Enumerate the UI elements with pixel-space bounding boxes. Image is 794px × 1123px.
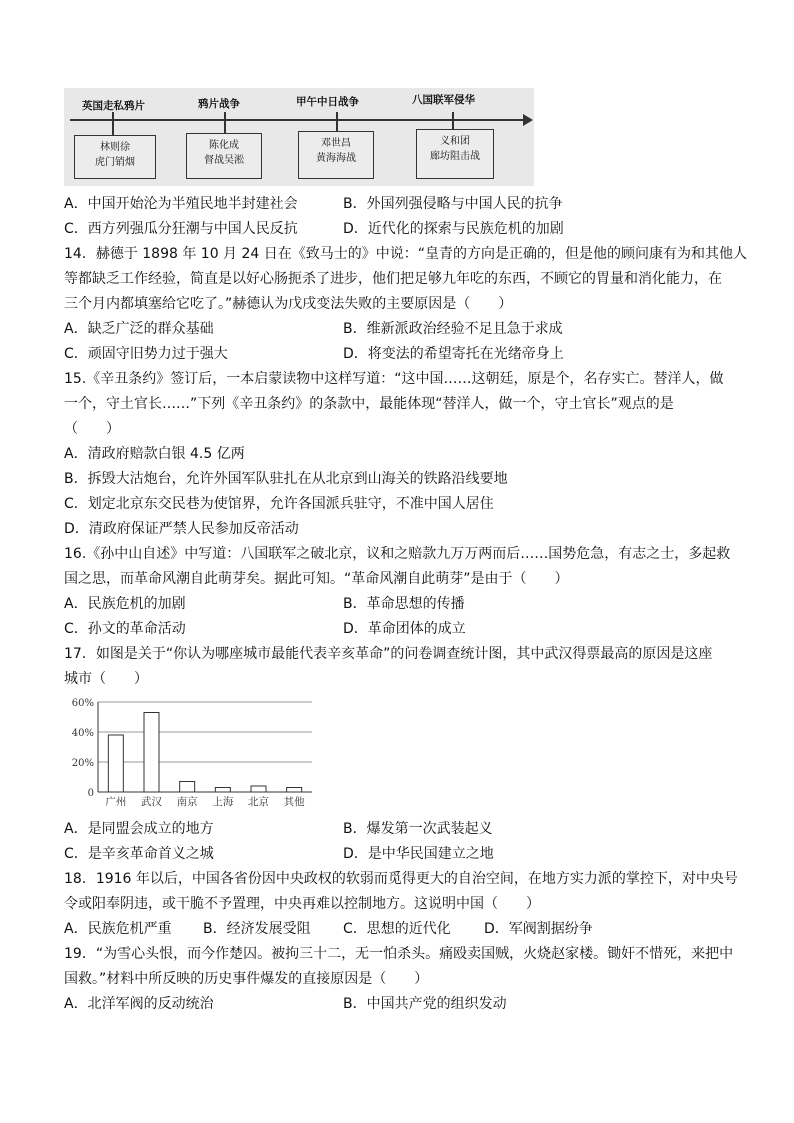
- bar: [287, 788, 302, 793]
- y-tick-label: 20%: [71, 758, 94, 769]
- q18-option-a: A．民族危机严重: [64, 921, 172, 937]
- bar: [215, 788, 230, 793]
- timeline-event-label: 甲午中日战争: [296, 96, 359, 108]
- q15-stem-line: 15.《辛丑条约》签订后，一本启蒙读物中这样写道：“这中国……这朝廷，原是个，名存实亡。替洋人，做: [64, 371, 724, 387]
- timeline-event-box: [74, 135, 156, 179]
- timeline-box-line: 义和团: [440, 136, 470, 147]
- timeline-event-label: 英国走私鸦片: [82, 100, 145, 112]
- x-tick-label: 南京: [176, 796, 198, 808]
- q18-stem-line: 令或阳奉阴违，或干脆不予置理，中央再难以控制地方。这说明中国（ ）: [64, 896, 540, 912]
- timeline-box-line: 督战吴淞: [204, 155, 244, 166]
- q16-option-b: B．革命思想的传播: [343, 596, 465, 612]
- timeline-axis: [70, 119, 528, 121]
- timeline-box-line: 廊坊阻击战: [430, 151, 480, 162]
- q17-option-a: A．是同盟会成立的地方: [64, 821, 214, 837]
- q17-stem-line: 17．如图是关于“你认为哪座城市最能代表辛亥革命”的问卷调查统计图，其中武汉得票最高的原因是这座: [64, 646, 713, 662]
- y-tick-label: 40%: [71, 728, 94, 739]
- survey-bar-chart: [64, 694, 320, 812]
- q17-option-d: D．是中华民国建立之地: [343, 846, 494, 862]
- timeline-event-label: 鸦片战争: [198, 98, 240, 110]
- x-tick-label: 广州: [105, 796, 127, 808]
- q15-option-a: A．清政府赔款白银 4.5 亿两: [64, 446, 245, 462]
- timeline-event-box: [416, 129, 494, 179]
- x-tick-label: 北京: [248, 796, 269, 808]
- q16-option-a: A．民族危机的加剧: [64, 596, 186, 612]
- q15-stem-line: （ ）: [64, 421, 120, 437]
- q18-option-b: B．经济发展受阻: [203, 921, 311, 937]
- q14-stem-line: 等都缺乏工作经验，简直是以好心肠扼杀了进步，他们把足够九年吃的东西，不顾它的胃量和消化能力，在: [64, 271, 722, 287]
- timeline-event-box: [186, 133, 262, 179]
- q14-stem-line: 14．赫德于 1898 年 10 月 24 日在《致马士的》中说：“皇青的方向是正确的，但是他的顾问康有为和其他人: [64, 246, 748, 262]
- q13-option-c: C．西方列强瓜分狂潮与中国人民反抗: [64, 221, 298, 237]
- q19-option-a: A．北洋军阀的反动统治: [64, 996, 214, 1012]
- y-tick-label: 0: [87, 788, 94, 799]
- q14-option-c: C．顽固守旧势力过于强大: [64, 346, 228, 362]
- q15-option-d: D．清政府保证严禁人民参加反帝活动: [64, 521, 299, 537]
- timeline-box-line: 虎门销烟: [95, 157, 135, 168]
- q17-stem-line: 城市（ ）: [64, 671, 148, 687]
- q18-option-d: D．军阀割据纷争: [484, 921, 593, 937]
- bar: [144, 713, 159, 793]
- timeline-event-box: [298, 131, 374, 179]
- timeline-arrow: [523, 114, 533, 126]
- q13-option-d: D．近代化的探索与民族危机的加剧: [343, 221, 564, 237]
- x-tick-label: 武汉: [141, 796, 162, 808]
- q16-stem-line: 16.《孙中山自述》中写道：八国联军之破北京，议和之赔款九万万两而后……国势危急，有志之士，多起救: [64, 546, 731, 562]
- q13-option-a: A．中国开始沦为半殖民地半封建社会: [64, 196, 298, 212]
- q15-stem-line: 一个，守土官长……”下列《辛丑条约》的条款中，最能体现“替洋人，做一个，守土官长”观点的是: [64, 396, 674, 412]
- q15-option-b: B．拆毁大沽炮台，允许外国军队驻扎在从北京到山海关的铁路沿线要地: [64, 471, 508, 487]
- q18-stem-line: 18．1916 年以后，中国各省份因中央政权的软弱而觅得更大的自治空间，在地方实力派的掌控下，对中央号: [64, 871, 738, 887]
- q19-option-b: B．中国共产党的组织发动: [343, 996, 507, 1012]
- q16-stem-line: 国之思，而革命风潮自此萌芽矣。据此可知。“革命风潮自此萌芽”是由于（ ）: [64, 571, 569, 587]
- timeline-figure: [64, 88, 534, 186]
- q14-option-d: D．将变法的希望寄托在光绪帝身上: [343, 346, 564, 362]
- q16-option-c: C．孙文的革命活动: [64, 621, 186, 637]
- q19-stem-line: 国救。”材料中所反映的历史事件爆发的直接原因是（ ）: [64, 971, 429, 987]
- q17-option-b: B．爆发第一次武装起义: [343, 821, 493, 837]
- timeline-event-label: 八国联军侵华: [412, 94, 475, 106]
- q19-stem-line: 19．“为雪心头恨，而今作楚囚。被拘三十二，无一怕杀头。痛殴卖国贼，火烧赵家楼。锄奸不惜死，来把中: [64, 946, 734, 962]
- timeline-box-line: 邓世昌: [321, 138, 351, 149]
- timeline-box-line: 黄海海战: [316, 153, 356, 164]
- x-tick-label: 其他: [283, 796, 305, 808]
- q18-option-c: C．思想的近代化: [343, 921, 451, 937]
- bar: [108, 735, 123, 792]
- bar: [180, 782, 195, 793]
- q16-option-d: D．革命团体的成立: [343, 621, 466, 637]
- q14-stem-line: 三个月内都填塞给它吃了。”赫德认为戊戌变法失败的主要原因是（ ）: [64, 296, 513, 312]
- timeline-box-line: 陈化成: [209, 140, 239, 151]
- timeline-stem: [112, 121, 114, 135]
- q13-option-b: B．外国列强侵略与中国人民的抗争: [343, 196, 563, 212]
- timeline-box-line: 林则徐: [100, 142, 130, 153]
- y-tick-label: 60%: [71, 698, 94, 709]
- x-tick-label: 上海: [212, 796, 234, 808]
- q15-option-c: C．划定北京东交民巷为使馆界，允许各国派兵驻守，不准中国人居住: [64, 496, 494, 512]
- q14-option-b: B．维新派政治经验不足且急于求成: [343, 321, 563, 337]
- q14-option-a: A．缺乏广泛的群众基础: [64, 321, 214, 337]
- bar: [251, 786, 266, 792]
- q17-option-c: C．是辛亥革命首义之城: [64, 846, 214, 862]
